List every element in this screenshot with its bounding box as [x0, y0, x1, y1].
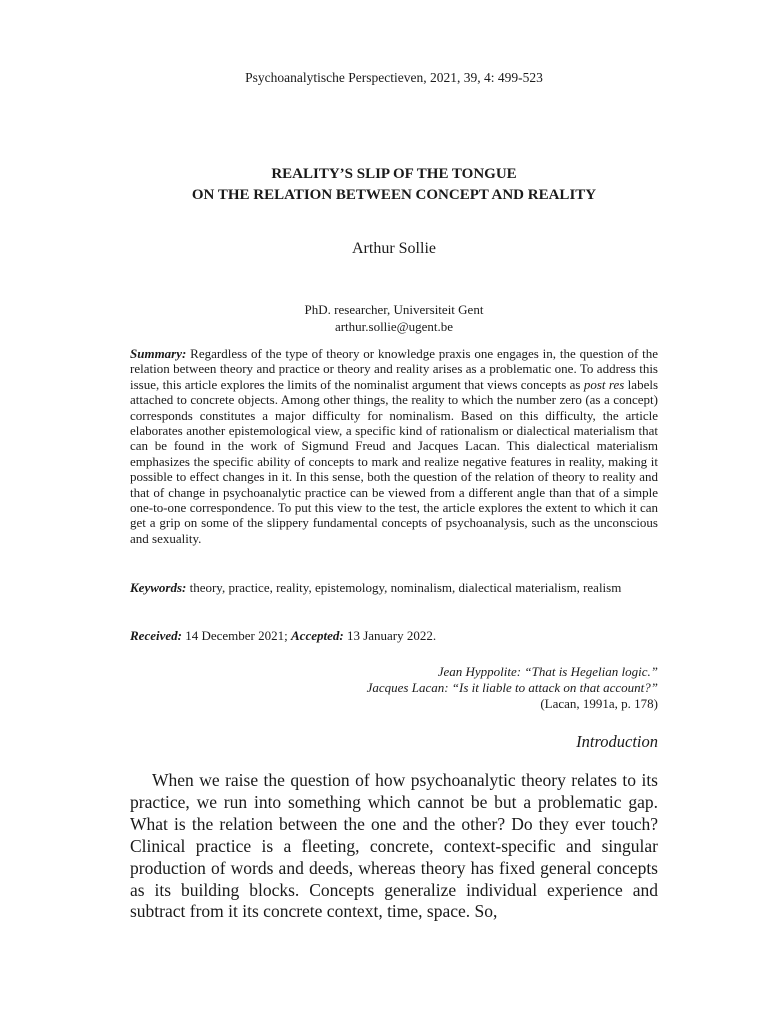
received-date: 14 December 2021;	[181, 628, 291, 643]
author-name: Arthur Sollie	[352, 240, 436, 257]
epigraph-line-2: Jacques Lacan: “Is it liable to attack on that account?”	[366, 680, 658, 695]
summary-text-a: Regardless of the type of theory or knowledge praxis one engages in, the question of the relation between theory and practice or theory and reality arises as a problematic one. To address this issue, this article explores the limits of the nominalist argument that views concepts as	[130, 346, 658, 392]
author-email: arthur.sollie@ugent.be	[334, 319, 454, 334]
keywords-text: theory, practice, reality, epistemology, nominalism, dialectical materialism, realism	[186, 580, 622, 595]
summary-emphasis: post res	[583, 376, 625, 392]
accepted-label: Accepted:	[291, 628, 344, 643]
title-line-1: REALITY’S SLIP OF THE TONGUE	[271, 166, 517, 182]
accepted-date: 13 January 2022.	[343, 628, 437, 643]
epigraph-line-1: Jean Hyppolite: “That is Hegelian logic.”	[437, 664, 658, 679]
author-affiliation	[130, 301, 658, 335]
affiliation-role: PhD. researcher, Universiteit Gent	[304, 302, 484, 317]
publication-dates	[130, 628, 658, 644]
summary-paragraph	[130, 346, 658, 546]
epigraph-source: (Lacan, 1991a, p. 178)	[540, 696, 658, 711]
summary-text-b: labels attached to concrete objects. Among other things, the reality to which the number zero (as a concept) corresponds constitutes a major difficulty for nominalism. Based on this difficulty, the article elaborates another epistemological view, a specific kind of rationalism or dialectical materialism that can be found in the work of Sigmund Freud and Jacques Lacan. This dialectical materialism emphasizes the specific ability of concepts to mark and realize negative features in reality, making it possible to effect changes in it. In this sense, both the question of the relation of theory to reality and that of change in psychoanalytic practice can be viewed from a different angle than that of a simple one-to-one correspondence. To put this view to the test, the article explores the extent to which it can get a grip on some of the slippery fundamental concepts of psychoanalysis, such as the unconscious and sexuality.	[130, 376, 659, 546]
article-title	[130, 164, 658, 206]
summary-label: Summary:	[130, 346, 187, 361]
received-label: Received:	[130, 628, 182, 643]
title-line-2: ON THE RELATION BETWEEN CONCEPT AND REALITY	[191, 187, 597, 203]
section-heading: Introduction	[576, 732, 658, 751]
journal-citation: Psychoanalytische Perspectieven, 2021, 39, 4: 499-523	[245, 70, 543, 85]
body-paragraph: When we raise the question of how psychoanalytic theory relates to its practice, we run into something which cannot be but a problematic gap. What is the relation between the one and the other? Do they ever touch? Clinical practice is a fleeting, concrete, context-specific and singular production of words and deeds, whereas theory has fixed general concepts as its building blocks. Concepts generalize individual experience and subtract from it its concrete context, time, space. So,	[130, 770, 658, 922]
epigraph	[130, 664, 658, 712]
keywords-label: Keywords:	[130, 580, 187, 595]
keywords-paragraph	[130, 580, 658, 595]
